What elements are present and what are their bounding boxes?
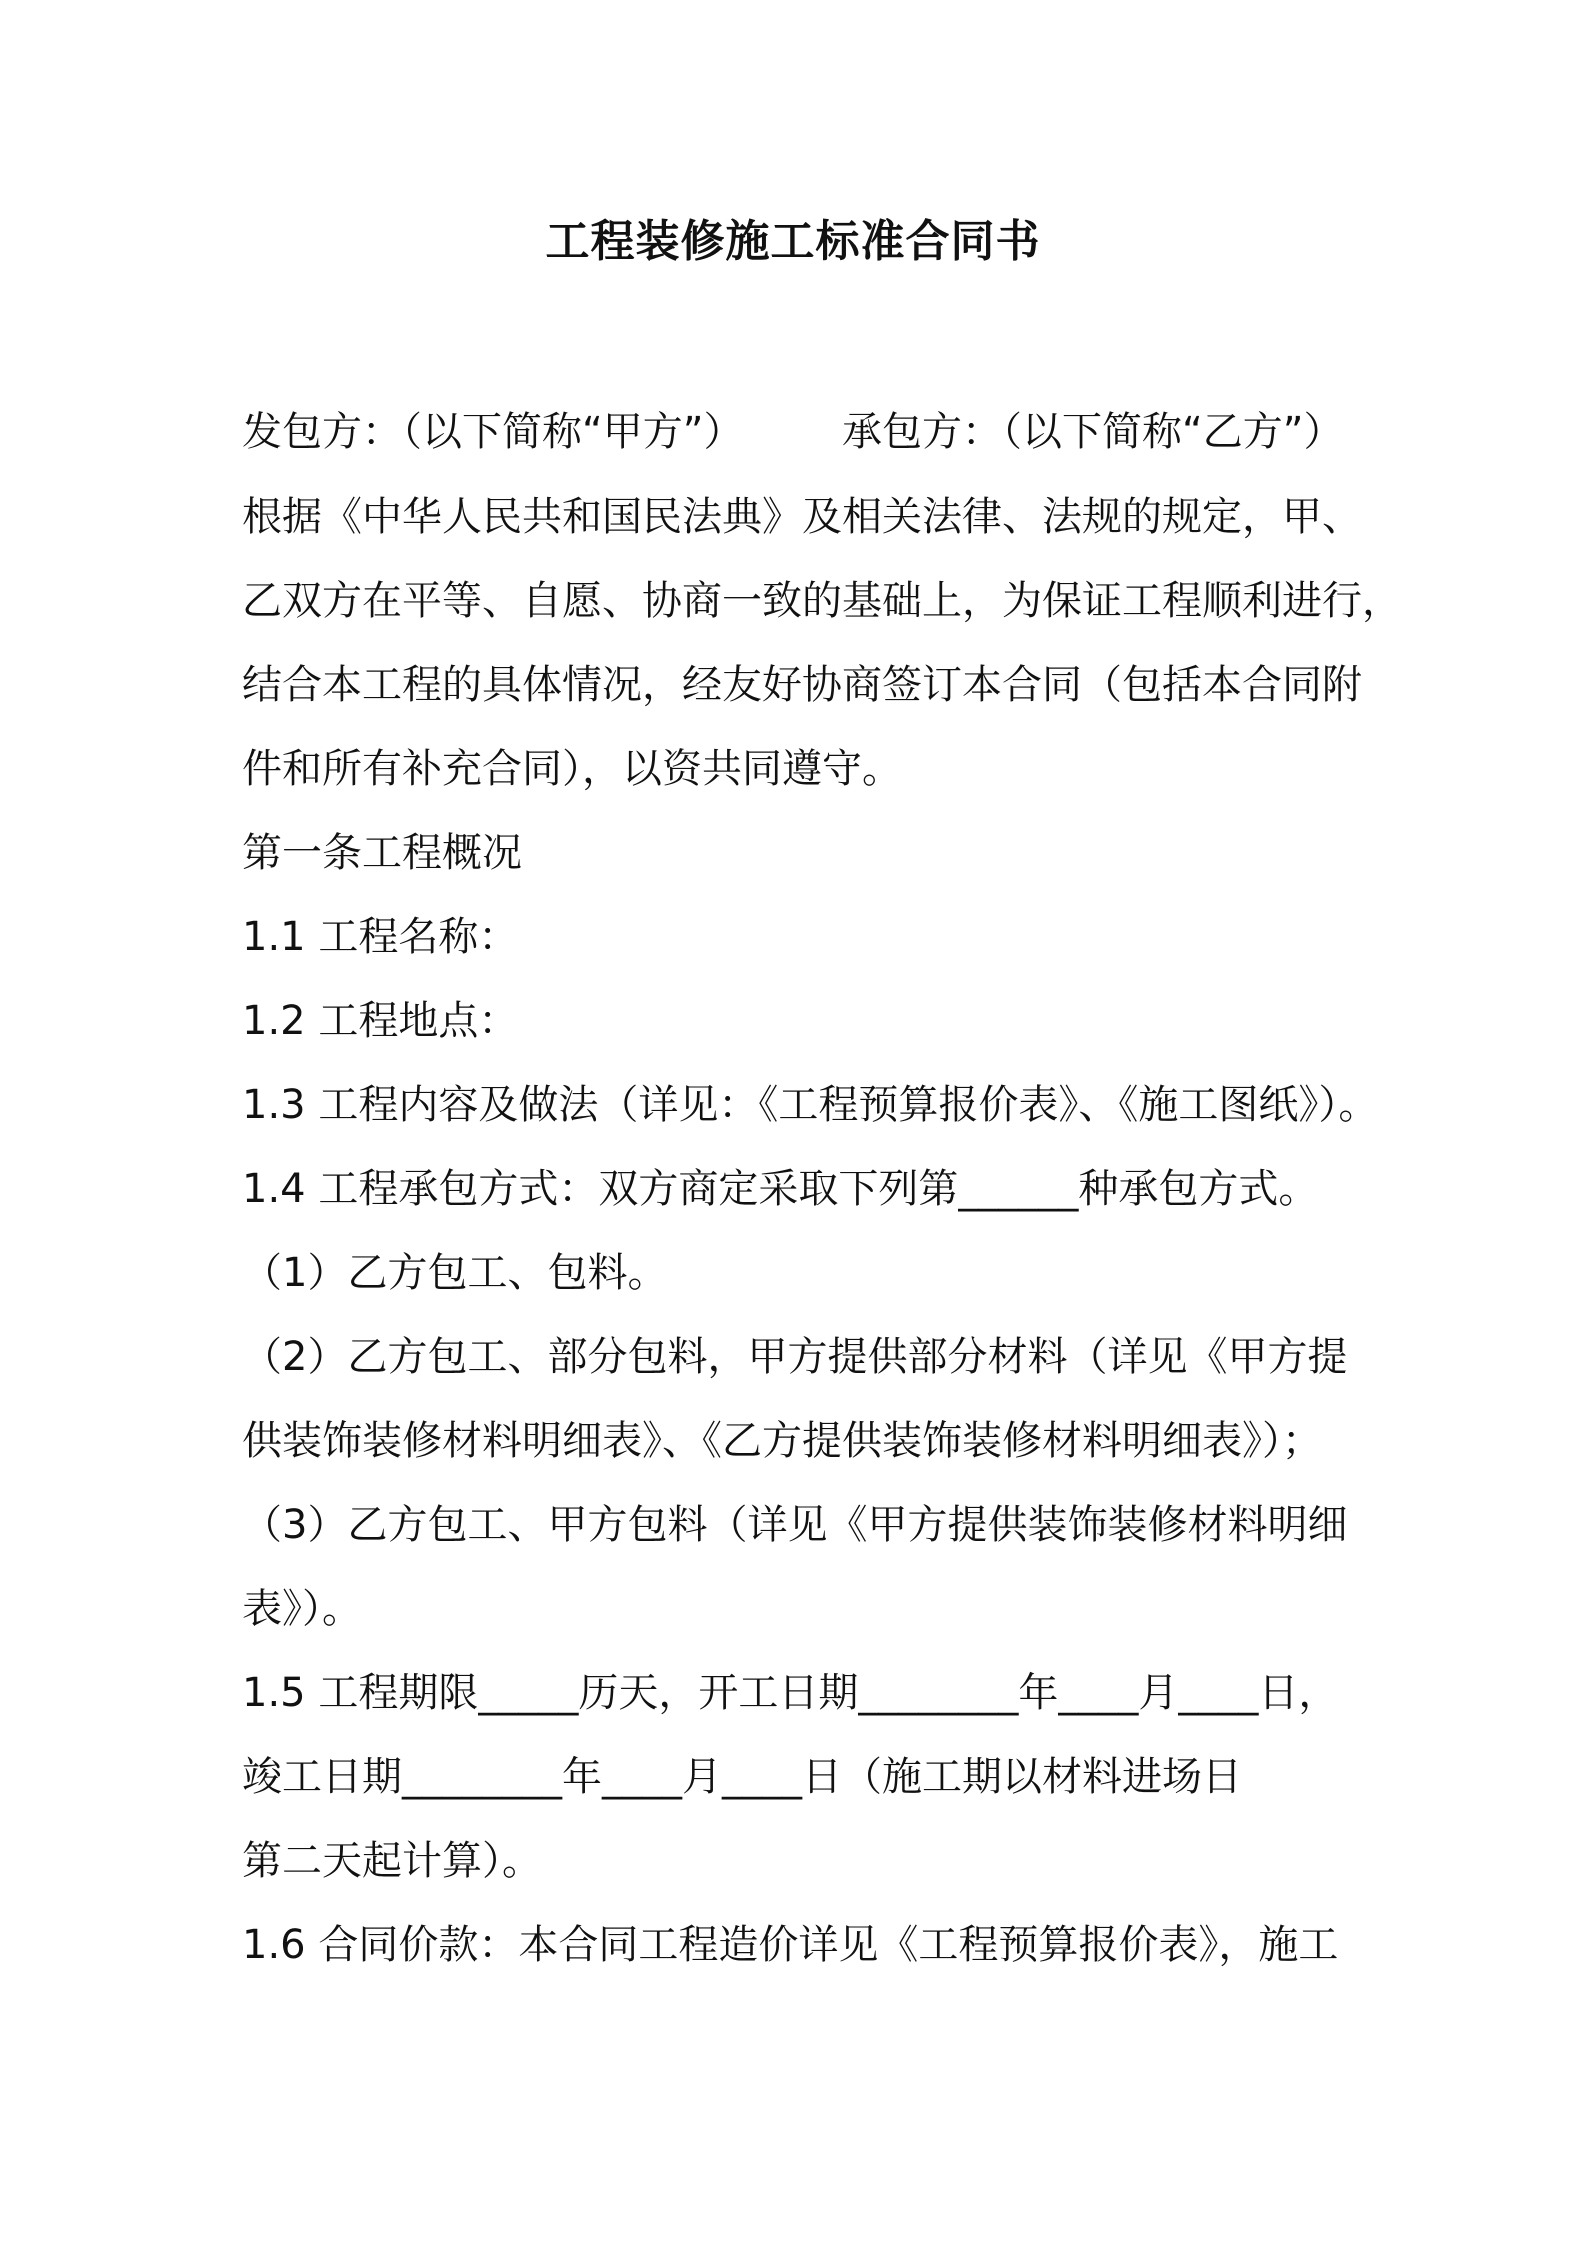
option-3-line-1: （3）乙方包工、甲方包料（详见《甲方提供装饰装修材料明细 [242,1502,1348,1548]
body-line-4: 件和所有补充合同），以资共同遵守。 [242,746,902,792]
option-1: （1）乙方包工、包料。 [242,1250,668,1296]
item-1-2: 1.2 工程地点： [242,998,519,1044]
section-heading: 第一条工程概况 [242,830,522,876]
parties-line [242,404,1344,460]
body-line-2: 乙双方在平等、自愿、协商一致的基础上，为保证工程顺利进行， [242,578,1402,624]
item-1-5-line-1: 1.5 工程期限_____历天，开工日期________年____月____日， [242,1670,1339,1716]
item-1-4: 1.4 工程承包方式：双方商定采取下列第______种承包方式。 [242,1166,1319,1212]
item-1-3: 1.3 工程内容及做法（详见：《工程预算报价表》、《施工图纸》）。 [242,1082,1379,1128]
party-b-label: 承包方：（以下简称“乙方”） [842,409,1344,455]
item-1-5-line-2: 竣工日期________年____月____日（施工期以材料进场日 [242,1754,1242,1800]
item-1-5-line-3: 第二天起计算）。 [242,1838,542,1884]
document-title: 工程装修施工标准合同书 [545,216,1041,267]
option-3-line-2: 表》）。 [242,1586,362,1632]
body-line-3: 结合本工程的具体情况，经友好协商签订本合同（包括本合同附 [242,662,1362,708]
option-2-line-1: （2）乙方包工、部分包料，甲方提供部分材料（详见《甲方提 [242,1334,1348,1380]
body-line-1: 根据《中华人民共和国民法典》及相关法律、法规的规定，甲、 [242,494,1362,540]
item-1-1: 1.1 工程名称： [242,914,519,960]
item-1-6: 1.6 合同价款：本合同工程造价详见《工程预算报价表》，施工 [242,1922,1339,1968]
party-a-label: 发包方：（以下简称“甲方”） [242,409,744,455]
option-2-line-2: 供装饰装修材料明细表》、《乙方提供装饰装修材料明细表》）； [242,1418,1322,1464]
